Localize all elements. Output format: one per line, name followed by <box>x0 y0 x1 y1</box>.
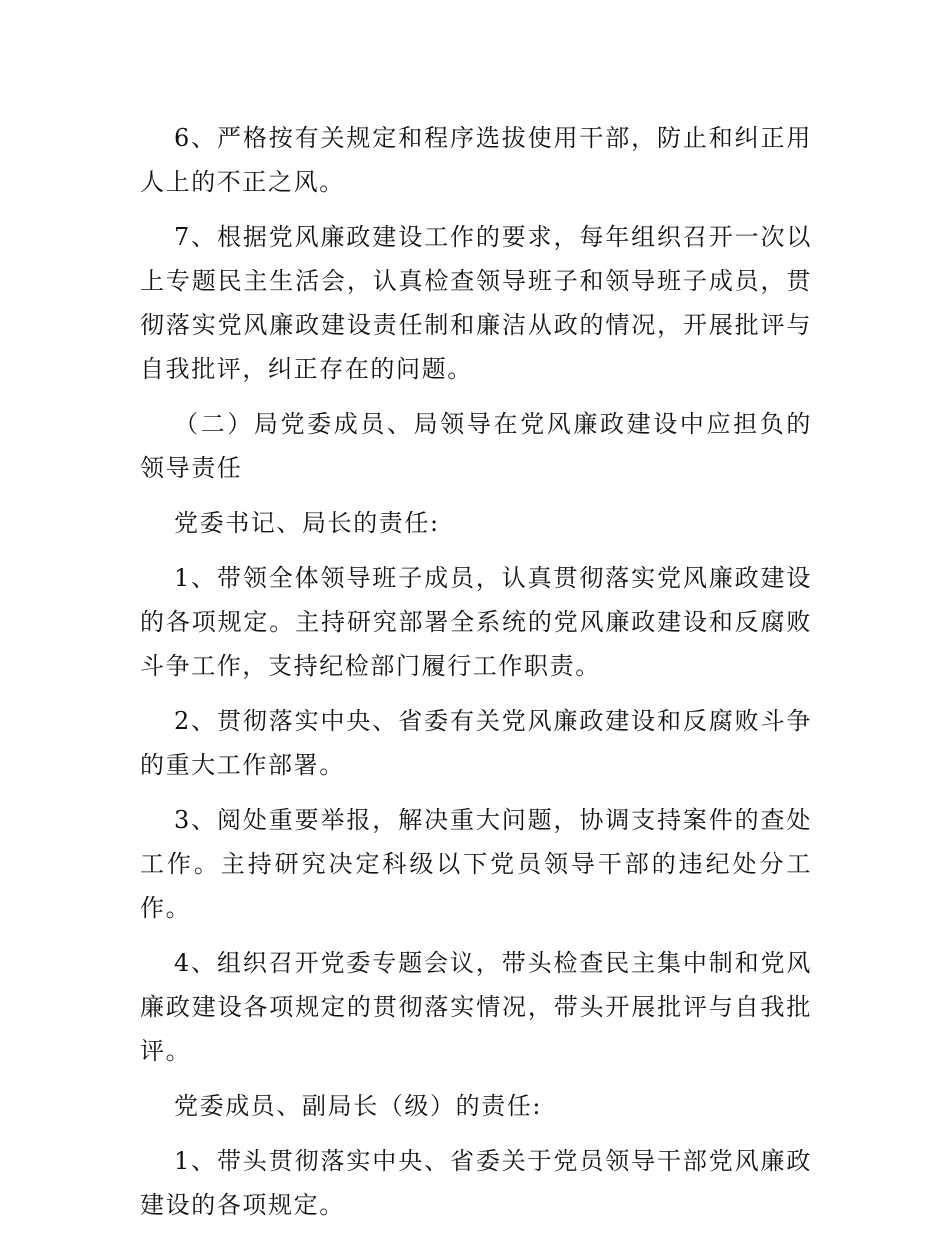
subheading-party-secretary: 党委书记、局长的责任: <box>174 509 440 537</box>
paragraph-item-1-members: 1、带头贯彻落实中央、省委关于党员领导干部党风廉政建设的各项规定。 <box>140 1147 812 1219</box>
paragraph-item-1: 1、带领全体领导班子成员，认真贯彻落实党风廉政建设的各项规定。主持研究部署全系统的党风廉政建设和反腐败斗争工作，支持纪检部门履行工作职责。 <box>140 564 812 680</box>
paragraph-item-2: 2、贯彻落实中央、省委有关党风廉政建设和反腐败斗争的重大工作部署。 <box>140 707 812 779</box>
paragraph-item-3: 3、阅处重要举报，解决重大问题，协调支持案件的查处工作。主持研究决定科级以下党员领导干部的违纪处分工作。 <box>140 806 812 922</box>
section-heading: （二）局党委成员、局领导在党风廉政建设中应担负的领导责任 <box>140 410 812 482</box>
subheading-committee-members: 党委成员、副局长（级）的责任: <box>174 1092 543 1120</box>
paragraph-item-7: 7、根据党风廉政建设工作的要求，每年组织召开一次以上专题民主生活会，认真检查领导班子和领导班子成员，贯彻落实党风廉政建设责任制和廉洁从政的情况，开展批评与自我批评，纠正存在的问题。 <box>140 223 812 383</box>
document-page <box>140 116 812 1238</box>
paragraph-item-4: 4、组织召开党委专题会议，带头检查民主集中制和党风廉政建设各项规定的贯彻落实情况，带头开展批评与自我批评。 <box>140 949 812 1065</box>
paragraph-item-6: 6、严格按有关规定和程序选拔使用干部，防止和纠正用人上的不正之风。 <box>140 124 812 196</box>
